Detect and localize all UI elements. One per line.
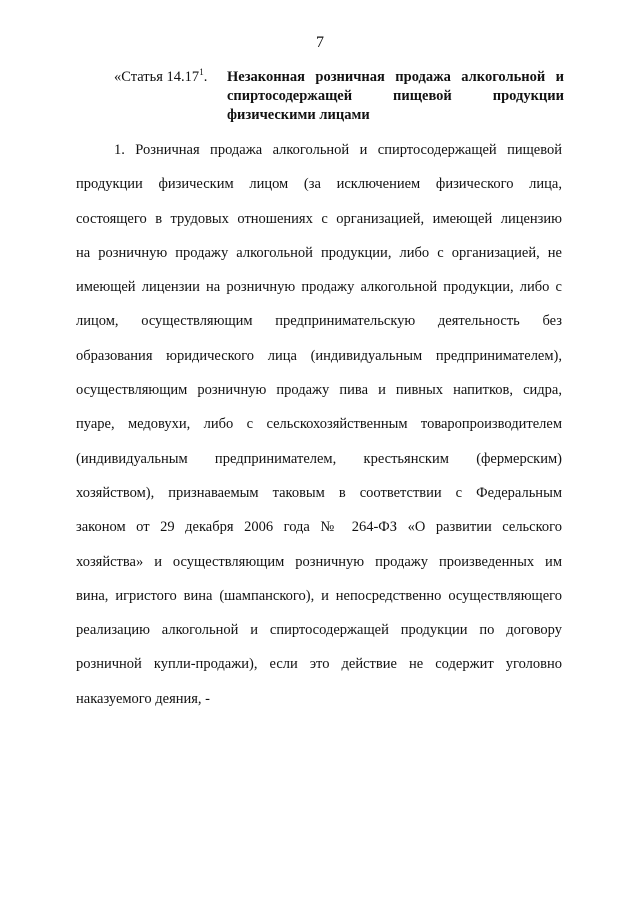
paragraph-line: хозяйством), признаваемым таковым в соответствии с Федеральным (76, 484, 562, 501)
paragraph-line: законом от 29 декабря 2006 года № 264-ФЗ «О развитии сельского (76, 519, 562, 536)
paragraph-line: на розничную продажу алкогольной продукции, либо с организацией, не (76, 244, 562, 261)
article-title (227, 68, 564, 125)
article-title-line: физическими лицами (227, 107, 370, 123)
paragraph-line: продукции физическим лицом (за исключением физического лица, (76, 176, 562, 193)
paragraph-line: пуаре, медовухи, либо с сельскохозяйственным товаропроизводителем (76, 416, 562, 433)
paragraph-line: (индивидуальным предпринимателем, крестьянским (фермерским) (76, 450, 562, 467)
paragraph-line: наказуемого деяния, - (76, 690, 211, 707)
paragraph-line: вина, игристого вина (шампанского), и непосредственно осуществляющего (76, 587, 562, 604)
paragraph-line: реализацию алкогольной и спиртосодержащей продукции по договору (76, 622, 562, 639)
paragraph-line: состоящего в трудовых отношениях с организацией, имеющей лицензию (76, 210, 562, 227)
paragraph-line: 1. Розничная продажа алкогольной и спиртосодержащей пищевой (114, 142, 562, 158)
paragraph-line: имеющей лицензии на розничную продажу алкогольной продукции, либо с (76, 279, 562, 296)
page-number: 7 (316, 34, 324, 51)
article-prefix-suffix: . (203, 69, 208, 85)
article-title-line: Незаконная розничная продажа алкогольной и (227, 69, 564, 85)
paragraph-line: осуществляющим розничную продажу пива и пивных напитков, сидра, (76, 382, 562, 399)
paragraph-line: хозяйства» и осуществляющим розничную продажу произведенных им (76, 553, 562, 570)
paragraph-line: розничной купли-продажи), если это действие не содержит уголовно (76, 656, 562, 673)
article-number (114, 68, 227, 87)
article-title-line: спиртосодержащей пищевой продукции (227, 88, 564, 104)
paragraph-line: лицом, осуществляющим предпринимательскую деятельность без (76, 313, 562, 330)
paragraph-1 (76, 138, 562, 721)
article-prefix-text: «Статья 14.17 (114, 69, 200, 85)
paragraph-line: образования юридического лица (индивидуальным предпринимателем), (76, 347, 562, 364)
article-number-superscript: 1 (199, 67, 204, 78)
article-heading (114, 68, 564, 125)
